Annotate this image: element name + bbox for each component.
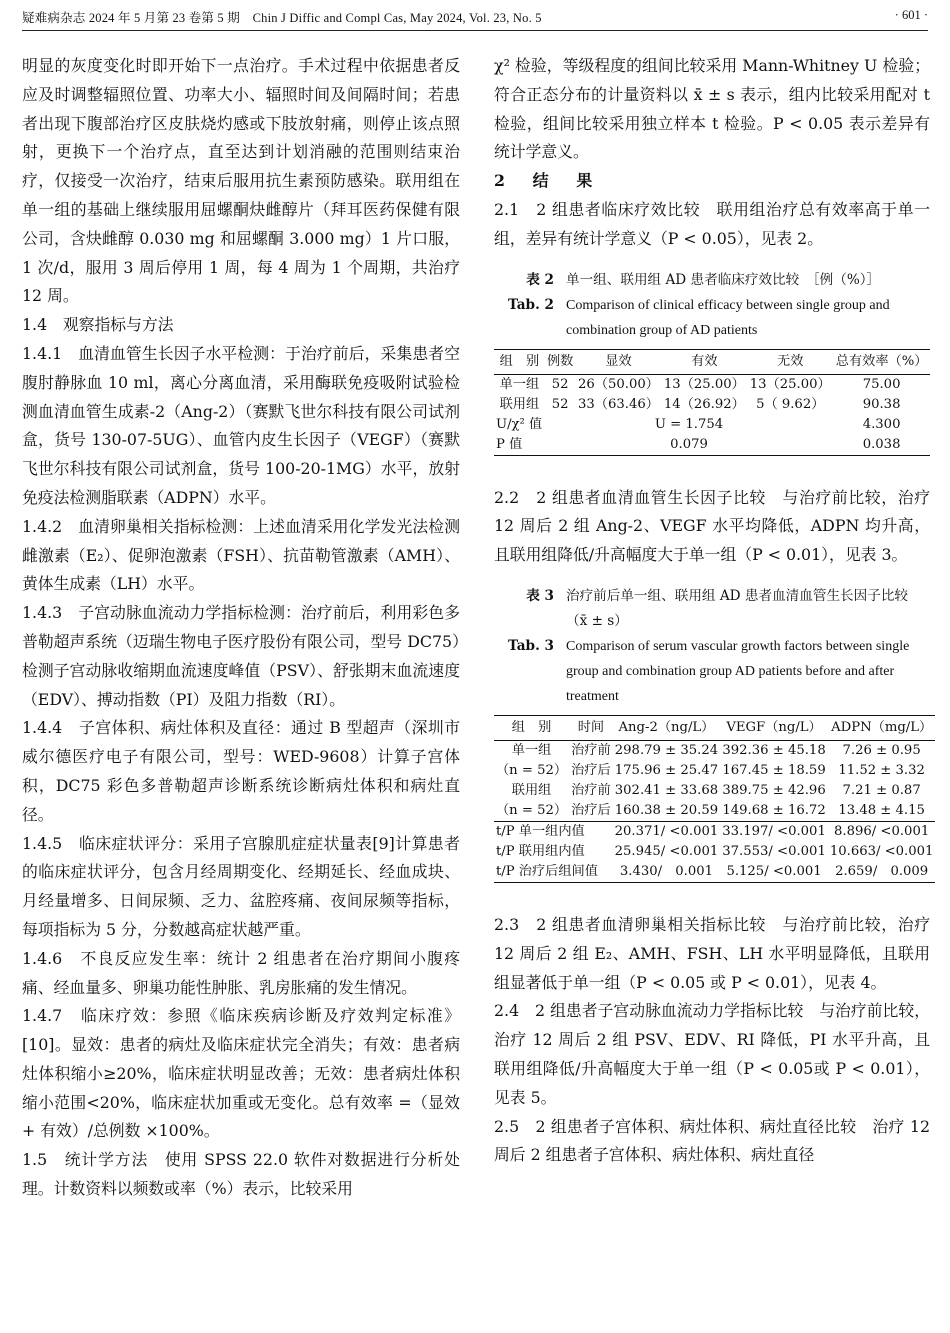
table-cell: 13（25.00） <box>749 376 831 392</box>
table-cell: 7.21 ± 0.87 <box>842 782 921 798</box>
table-cell: 298.79 ± 35.24 <box>614 742 719 758</box>
paragraph: 1.4.5 临床症状评分：采用子宫腺肌症症状量表[9]计算患者的临床症状评分，包含月经周期变化、经期延长、经血成块、月经量增多、日间尿频、乏力、盆腔疼痛、夜间尿频等指标，每项指标为 5 分，分数越高症状越严重。 <box>22 833 460 939</box>
page-number: · 601 · <box>894 8 928 22</box>
table-cell: 20.371/ <0.001 <box>614 823 719 839</box>
table2-title-en: Comparison of clinical efficacy between single group and combination group of AD patients <box>566 297 890 338</box>
table-cell: 单一组 <box>511 742 552 758</box>
table-cell: 5.125/ <0.001 <box>726 863 822 879</box>
table-row <box>494 740 935 761</box>
table-cell: 联用组 <box>511 782 552 798</box>
table-header-cell: 显效 <box>576 349 662 374</box>
table2-caption <box>494 268 930 343</box>
table-row <box>494 395 930 415</box>
table-cell: 389.75 ± 42.96 <box>722 782 826 798</box>
table-cell: （n = 52） <box>496 802 568 818</box>
table-cell: t/P 治疗后组间值 <box>496 863 598 879</box>
table-cell: 90.38 <box>862 396 901 412</box>
table3-caption <box>494 584 930 709</box>
table-cell: 联用组 <box>499 396 540 412</box>
table-cell: 11.52 ± 3.32 <box>838 762 925 778</box>
table-cell: 37.553/ <0.001 <box>722 843 826 859</box>
table-cell: 单一组 <box>499 376 540 392</box>
table-row <box>494 781 935 801</box>
table-stat-row <box>494 821 935 842</box>
table-cell: 160.38 ± 20.59 <box>614 802 719 818</box>
table-stat-row <box>494 435 930 456</box>
table-cell: U = 1.754 <box>654 416 724 432</box>
table-row <box>494 801 935 822</box>
paragraph: 明显的灰度变化时即开始下一点治疗。手术过程中依据患者反应及时调整辐照位置、功率大小、辐照时间及间隔时间；若患者出现下腹部治疗区皮肤烧灼感或下肢放射痛，则停止该点照射，更换下一个治疗点，直至达到计划消融的范围则结束治疗，仅接受一次治疗，结束后服用抗生素预防感染。联用组在单一组的基础上继续服用屈螺酮炔雌醇片（拜耳医药保健有限公司，含炔雌醇 0.030 mg 和屈螺酮 3.000 mg）1 片口服，1 次/d，服用 3 周后停用 1 周，每 4 周为 1 个周期，共治疗 12 周。 <box>22 56 460 306</box>
table-cell: 33（63.46） <box>578 396 659 412</box>
table-cell: 52 <box>551 396 569 412</box>
table2-label-en: Tab. 2 <box>507 296 554 313</box>
paragraph: χ² 检验，等级程度的组间比较采用 Mann-Whitney U 检验；符合正态分布的计量资料以 x̄ ± s 表示，组内比较采用配对 t 检验，组间比较采用独立样本 t 检验。P < 0.05 表示差异有统计学意义。 <box>494 56 930 162</box>
table-cell: 25.945/ <0.001 <box>614 843 719 859</box>
table-header-cell: 组 别 <box>494 715 569 740</box>
table-header-cell: 时间 <box>569 715 613 740</box>
table-header-cell: 例数 <box>545 349 576 374</box>
table-header-cell: 无效 <box>747 349 833 374</box>
table-cell: 4.300 <box>862 416 901 432</box>
table-cell: 2.659/ 0.009 <box>835 863 929 879</box>
paragraph: 2.3 2 组患者血清卵巢相关指标比较 与治疗前比较，治疗 12 周后 2 组 E₂、AMH、FSH、LH 水平明显降低，且联用组显著低于单一组（P < 0.05 或 P < 0.01），见表 4。 <box>494 914 930 992</box>
table-cell: U/χ² 值 <box>496 416 543 432</box>
table-header-cell: 有效 <box>661 349 747 374</box>
table-header-cell: 总有效率（%） <box>833 349 930 374</box>
table-header-cell: ADPN（mg/L） <box>828 715 936 740</box>
paragraph: 2.2 2 组患者血清血管生长因子比较 与治疗前比较，治疗 12 周后 2 组 Ang-2、VEGF 水平均降低，ADPN 均升高，且联用组降低/升高幅度大于单一组（P < 0.01），见表 3。 <box>494 487 930 565</box>
table2-label: 表 2 <box>526 271 554 288</box>
table2 <box>494 349 930 456</box>
journal-info: 疑难病杂志 2024 年 5 月第 23 卷第 5 期 Chin J Diffic and Compl Cas, May 2024, Vol. 23, No. 5 <box>22 11 542 25</box>
table3-label: 表 3 <box>526 587 554 604</box>
table-cell: 治疗前 <box>571 742 611 758</box>
table-cell: 10.663/ <0.001 <box>829 843 934 859</box>
table-cell: 0.079 <box>670 436 708 452</box>
table-cell: 149.68 ± 16.72 <box>722 802 826 818</box>
table-cell: 392.36 ± 45.18 <box>722 742 826 758</box>
table-cell: 7.26 ± 0.95 <box>842 742 921 758</box>
table-cell: 14（26.92） <box>663 396 745 412</box>
table-cell: 13（25.00） <box>663 376 745 392</box>
table-cell: 26（50.00） <box>578 376 659 392</box>
table-stat-row <box>494 415 930 435</box>
table-cell: 治疗前 <box>571 782 611 798</box>
table-cell: 治疗后 <box>571 802 611 818</box>
table-cell: 33.197/ <0.001 <box>722 823 826 839</box>
table3 <box>494 715 935 883</box>
table-stat-row <box>494 842 935 862</box>
section-heading: 1.4 观察指标与方法 <box>22 315 174 335</box>
table3-label-en: Tab. 3 <box>507 637 554 654</box>
running-header <box>22 6 928 31</box>
table-cell: 175.96 ± 25.47 <box>614 762 719 778</box>
right-column <box>494 52 934 1170</box>
paragraph: 1.4.1 血清血管生长因子水平检测：于治疗前后，采集患者空腹肘静脉血 10 ml，离心分离血清，采用酶联免疫吸附试验检测血清血管生成素-2（Ang-2）（赛默飞世尔科技有限公司试剂盒，货号 130-07-5UG）、血管内皮生长因子（VEGF）（赛默飞世尔科技有限公司试剂盒，货号 100-20-1MG）水平，放射免疫法检测脂联素（ADPN）水平。 <box>22 343 460 507</box>
table-row <box>494 374 930 395</box>
table-cell: 5（ 9.62） <box>756 396 825 412</box>
paragraph: 1.4.6 不良反应发生率：统计 2 组患者在治疗期间小腹疼痛、经血量多、卵巢功能性肿胀、乳房胀痛的发生情况。 <box>22 948 460 997</box>
paragraph: 1.4.3 子宫动脉血流动力学指标检测：治疗前后，利用彩色多普勒超声系统（迈瑞生物电子医疗股份有限公司，型号 DC75）检测子宫动脉收缩期血流速度峰值（PSV）、舒张期末血流速度（EDV）、搏动指数（PI）及阻力指数（RI）。 <box>22 603 460 709</box>
results-heading: 2 结 果 <box>494 171 599 191</box>
table-cell: 3.430/ 0.001 <box>619 863 714 879</box>
paragraph: 2.5 2 组患者子宫体积、病灶体积、病灶直径比较 治疗 12 周后 2 组患者子宫体积、病灶体积、病灶直径 <box>494 1116 930 1165</box>
table-header-cell: VEGF（ng/L） <box>720 715 828 740</box>
table3-title-en: Comparison of serum vascular growth factors between single group and combination group AD patients before and after treatment <box>566 638 910 704</box>
table-cell: 8.896/ <0.001 <box>834 823 930 839</box>
table-cell: 302.41 ± 33.68 <box>614 782 719 798</box>
table-cell: t/P 联用组内值 <box>496 843 585 859</box>
paragraph: 1.5 统计学方法 使用 SPSS 22.0 软件对数据进行分析处理。计数资料以频数或率（%）表示，比较采用 <box>22 1150 460 1199</box>
table-cell: 52 <box>551 376 569 392</box>
table2-title-cn: 单一组、联用组 AD 患者临床疗效比较 ［例（%）］ <box>566 271 881 288</box>
table-stat-row <box>494 862 935 883</box>
paragraph: 2.1 2 组患者临床疗效比较 联用组治疗总有效率高于单一组，差异有统计学意义（P < 0.05），见表 2。 <box>494 199 930 248</box>
table-cell: 治疗后 <box>571 762 611 778</box>
table-cell: 13.48 ± 4.15 <box>838 802 925 818</box>
table3-title-cn: 治疗前后单一组、联用组 AD 患者血清血管生长因子比较 （x̄ ± s） <box>566 587 922 629</box>
table-cell: t/P 单一组内值 <box>496 823 585 839</box>
left-column <box>22 52 460 1204</box>
table-cell: 167.45 ± 18.59 <box>722 762 826 778</box>
paragraph: 2.4 2 组患者子宫动脉血流动力学指标比较 与治疗前比较，治疗 12 周后 2 组 PSV、EDV、RI 降低，PI 水平升高，且联用组降低/升高幅度大于单一组（P < 0.05或 P < 0.01），见表 5。 <box>494 1001 930 1107</box>
paragraph: 1.4.2 血清卵巢相关指标检测：上述血清采用化学发光法检测雌激素（E₂）、促卵泡激素（FSH）、抗苗勒管激素（AMH）、黄体生成素（LH）水平。 <box>22 516 460 594</box>
table-header-cell: Ang-2（ng/L） <box>613 715 721 740</box>
table-cell: P 值 <box>496 436 523 452</box>
paragraph: 1.4.7 临床疗效：参照《临床疾病诊断及疗效判定标准》[10]。显效：患者的病灶及临床症状完全消失；有效：患者病灶体积缩小≥20%，临床症状明显改善；无效：患者病灶体积缩小范围<20%，临床症状加重或无变化。总有效率 =（显效 + 有效）/总例数 ×100%。 <box>22 1006 460 1141</box>
table-row <box>494 761 935 781</box>
paragraph: 1.4.4 子宫体积、病灶体积及直径：通过 B 型超声（深圳市威尔德医疗电子有限公司，型号：WED-9608）计算子宫体积，DC75 彩色多普勒超声诊断系统诊断病灶体积和病灶直径。 <box>22 718 460 824</box>
table-header-cell: 组 别 <box>494 349 545 374</box>
table-cell: 75.00 <box>862 376 901 392</box>
table-cell: （n = 52） <box>496 762 568 778</box>
table-cell: 0.038 <box>862 436 901 452</box>
